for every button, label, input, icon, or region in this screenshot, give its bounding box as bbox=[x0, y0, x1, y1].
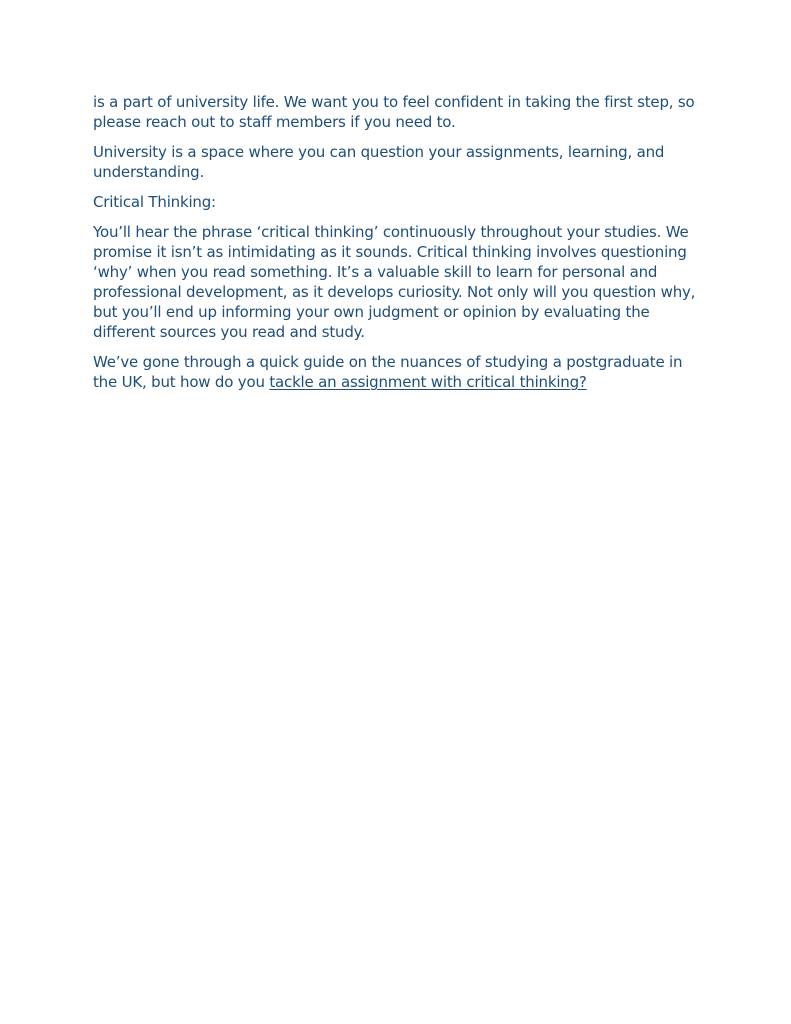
paragraph-question-space: University is a space where you can question your assignments, learning, and understanding. bbox=[93, 143, 665, 181]
document-page bbox=[93, 90, 699, 402]
paragraph-university-life: is a part of university life. We want you to feel confident in taking the first step, so please reach out to staff members if you need to. bbox=[93, 93, 695, 131]
critical-thinking-assignment-link[interactable]: tackle an assignment with critical thinking? bbox=[269, 373, 587, 391]
paragraph-critical-thinking: You’ll hear the phrase ‘critical thinking’ continuously throughout your studies. We promise it isn’t as intimidating as it sounds. Critical thinking involves questioning ‘why’ when you read something. It’s a valuable skill to learn for personal and professional development, as it develops curiosity. Not only will you question why, but you’ll end up informing your own judgment or opinion by evaluating the different sources you read and study. bbox=[93, 223, 696, 341]
closing-text: We’ve gone through a quick guide on the nuances of studying a postgraduate in the UK, but how do you bbox=[93, 353, 683, 391]
section-heading-critical-thinking: Critical Thinking: bbox=[93, 193, 216, 211]
paragraph-closing bbox=[93, 352, 699, 392]
